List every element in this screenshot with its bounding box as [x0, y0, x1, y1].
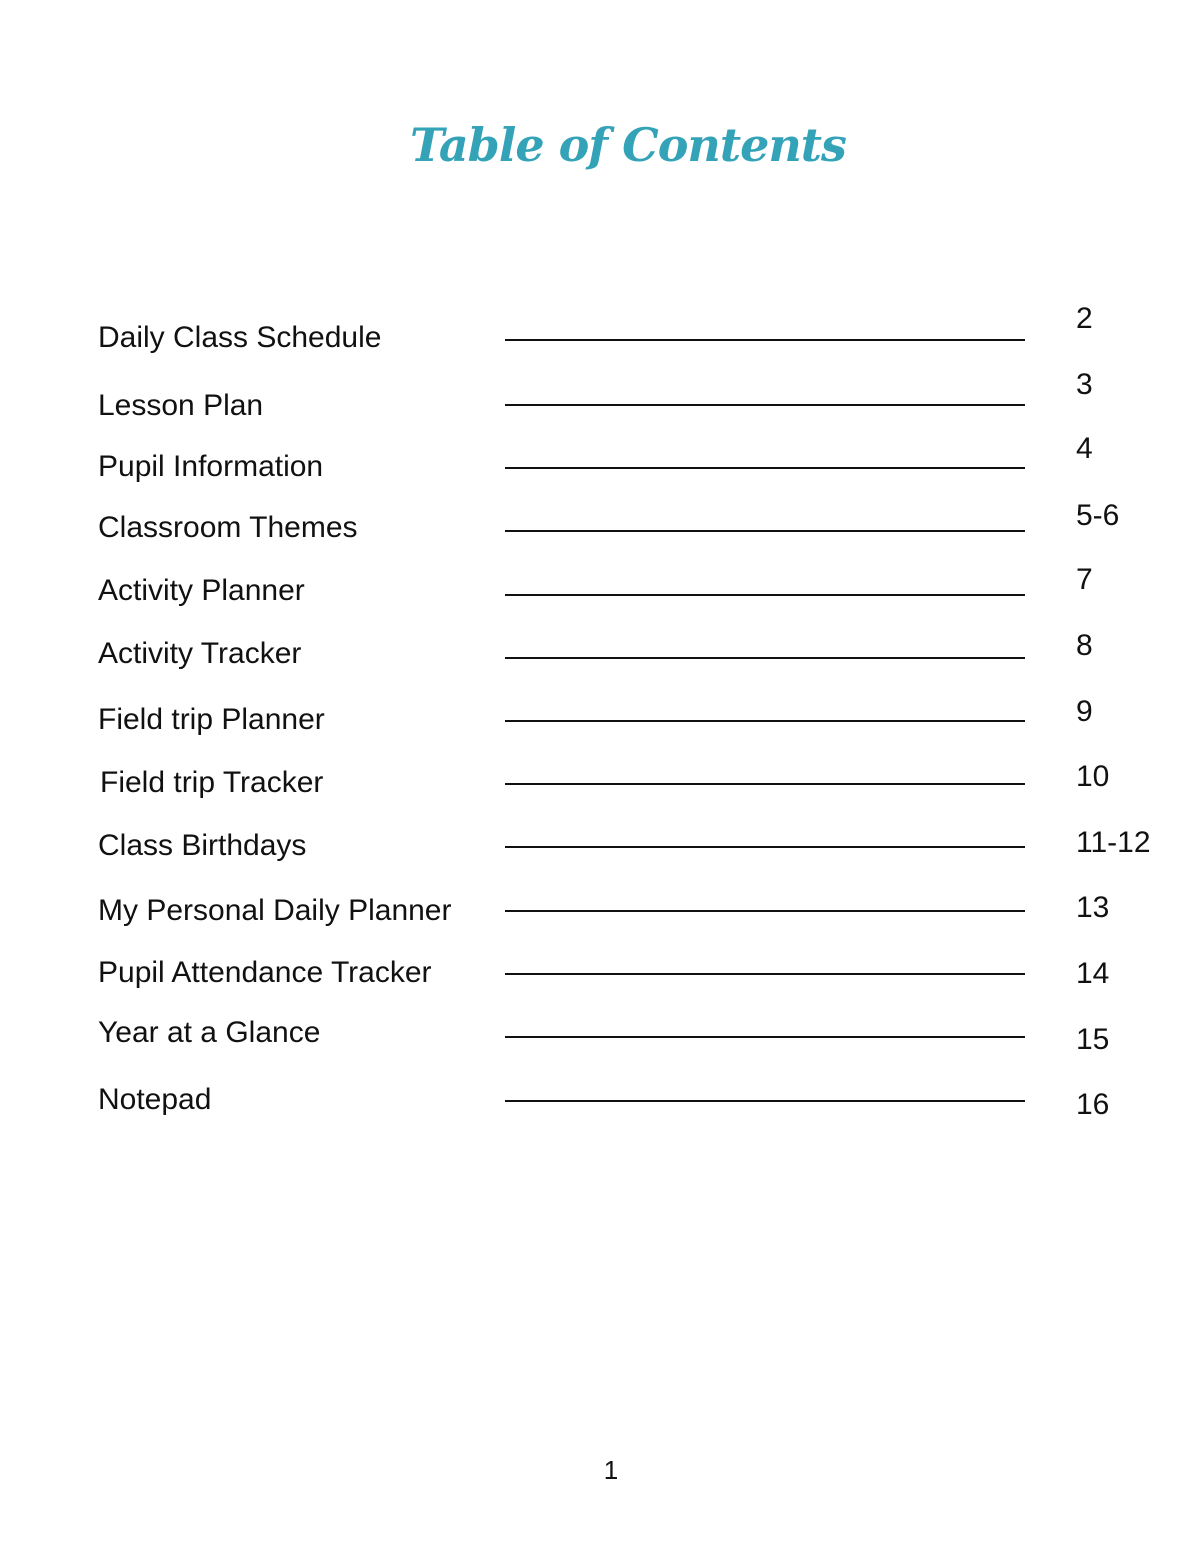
leader-line: [505, 973, 1025, 975]
toc-entry-label: Lesson Plan: [98, 389, 264, 422]
toc-entry-label: Pupil Information: [98, 450, 324, 483]
leader-line: [505, 783, 1025, 785]
toc-entry-page: 4: [1076, 432, 1093, 465]
page-title: Table of Contents: [410, 118, 846, 172]
toc-entry-page: 2: [1076, 302, 1093, 335]
leader-line: [505, 910, 1025, 912]
toc-entry-label: Pupil Attendance Tracker: [98, 956, 432, 989]
toc-entry-label: Field trip Planner: [98, 703, 325, 736]
leader-line: [505, 720, 1025, 722]
toc-entry-page: 10: [1076, 760, 1110, 793]
toc-entry-label: Classroom Themes: [98, 511, 358, 544]
toc-entry-label: Notepad: [98, 1083, 212, 1116]
toc-entry-label: Activity Planner: [98, 574, 305, 607]
leader-line: [505, 657, 1025, 659]
toc-entry-label: Class Birthdays: [98, 829, 307, 862]
toc-entry-page: 16: [1076, 1088, 1110, 1121]
leader-line: [505, 404, 1025, 406]
page-number: 1: [603, 1455, 619, 1485]
toc-entry-page: 15: [1076, 1023, 1110, 1056]
toc-entry-page: 7: [1076, 563, 1093, 596]
toc-entry-page: 11-12: [1076, 826, 1151, 859]
toc-entry-page: 9: [1076, 695, 1093, 728]
toc-entry-page: 13: [1076, 891, 1110, 924]
leader-line: [505, 1100, 1025, 1102]
leader-line: [505, 467, 1025, 469]
toc-entry-page: 8: [1076, 629, 1093, 662]
toc-entry-page: 5-6: [1076, 499, 1120, 532]
toc-entry-label: Daily Class Schedule: [98, 321, 382, 354]
leader-line: [505, 594, 1025, 596]
toc-entry-page: 14: [1076, 957, 1110, 990]
toc-entry-label: My Personal Daily Planner: [98, 894, 452, 927]
leader-line: [505, 846, 1025, 848]
toc-entry-label: Field trip Tracker: [100, 766, 324, 799]
leader-line: [505, 339, 1025, 341]
leader-line: [505, 530, 1025, 532]
toc-entry-label: Year at a Glance: [98, 1016, 321, 1049]
toc-entry-label: Activity Tracker: [98, 637, 302, 670]
leader-line: [505, 1036, 1025, 1038]
toc-entry-page: 3: [1076, 368, 1093, 401]
